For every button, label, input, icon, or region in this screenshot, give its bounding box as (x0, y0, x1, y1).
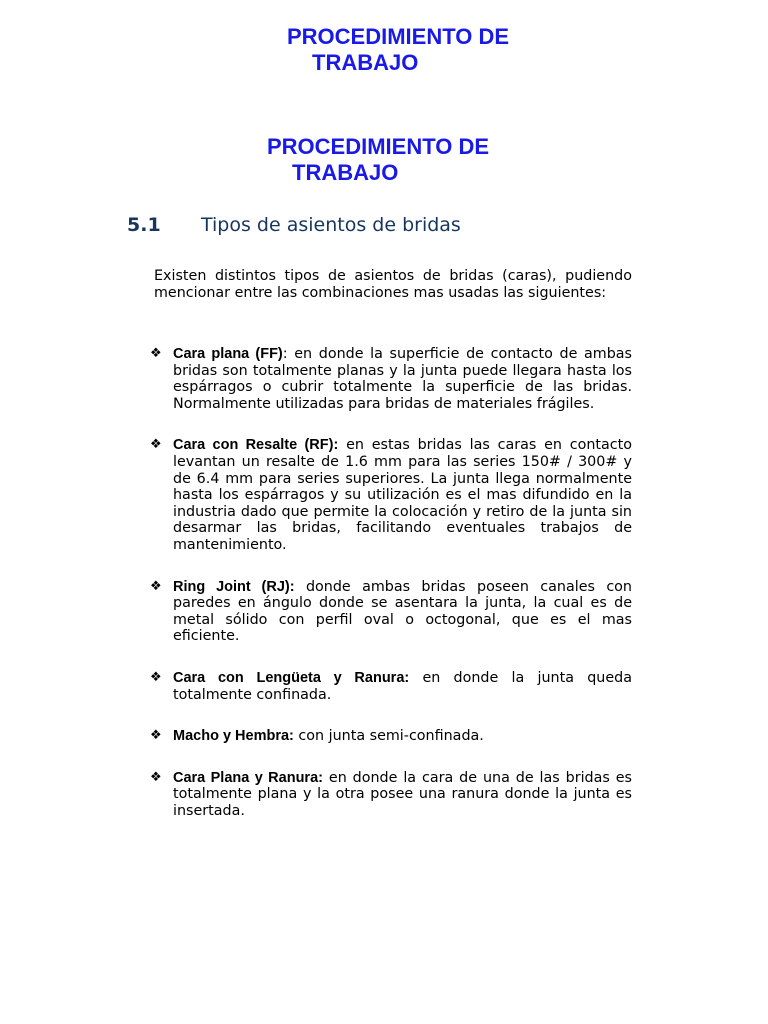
list-item-text: donde ambas bridas poseen canales con paredes en ángulo donde se asentara la junta, la cual es de metal sólido con perfil oval o octogonal, que es el mas eficiente. (173, 578, 632, 645)
list-item-term: Cara con Lengüeta y Ranura: (173, 669, 410, 686)
list-item-text: con junta semi-confinada. (293, 728, 484, 745)
diamond-bullet-icon: ❖ (150, 437, 162, 453)
intro-paragraph: Existen distintos tipos de asientos de bridas (caras), pudiendo mencionar entre las combinaciones mas usadas las siguientes: (154, 268, 632, 301)
list-item-macho-hembra (150, 728, 632, 745)
flange-types-list (150, 346, 632, 819)
document-title-repeat (267, 134, 489, 186)
diamond-bullet-icon: ❖ (150, 346, 162, 361)
section-number: 5.1 (127, 214, 161, 236)
list-item-text: en donde la junta queda totalmente confinada. (173, 669, 632, 703)
list-item-term: Cara plana (FF) (173, 346, 283, 362)
diamond-bullet-icon: ❖ (150, 728, 162, 744)
document-title (287, 24, 509, 76)
section-title: Tipos de asientos de bridas (201, 214, 461, 236)
list-item-term: Ring Joint (RJ): (173, 578, 295, 595)
document-title-repeat-line-1: PROCEDIMIENTO DE (267, 134, 490, 159)
list-item-cara-plana (150, 346, 632, 412)
document-title-line-2: TRABAJO (312, 50, 419, 75)
diamond-bullet-icon: ❖ (150, 669, 162, 685)
list-item-term: Macho y Hembra: (173, 728, 294, 745)
list-item-text: : en donde la superficie de contacto de ambas bridas son totalmente planas y la junta puede llegara hasta los espárragos o cubrir totalmente la superficie de las bridas. Normalmente utilizadas para bridas de materiales frágiles. (173, 346, 633, 412)
list-item-term: Cara Plana y Ranura: (173, 769, 323, 786)
list-item-ring-joint (150, 579, 632, 645)
document-title-repeat-line-2: TRABAJO (292, 160, 399, 185)
list-item-text: en donde la cara de una de las bridas es totalmente plana y la otra posee una ranura donde la junta es insertada. (173, 769, 632, 819)
diamond-bullet-icon: ❖ (150, 578, 162, 594)
list-item-lengueta-ranura (150, 670, 632, 703)
section-heading (127, 212, 461, 238)
list-item-cara-resalte (150, 437, 632, 553)
list-item-term: Cara con Resalte (RF): (173, 437, 339, 454)
diamond-bullet-icon: ❖ (150, 769, 162, 785)
list-item-plana-ranura (150, 770, 632, 820)
list-item-text: en estas bridas las caras en contacto levantan un resalte de 1.6 mm para las series 150# / 300# y de 6.4 mm para series superiores. La junta llega normalmente hasta los espárragos y su utilización es el mas difundido en la industria dado que permite la colocación y retiro de la junta sin desarmar las bridas, facilitando eventuales trabajos de mantenimiento. (173, 437, 632, 553)
document-title-line-1: PROCEDIMIENTO DE (287, 24, 510, 49)
